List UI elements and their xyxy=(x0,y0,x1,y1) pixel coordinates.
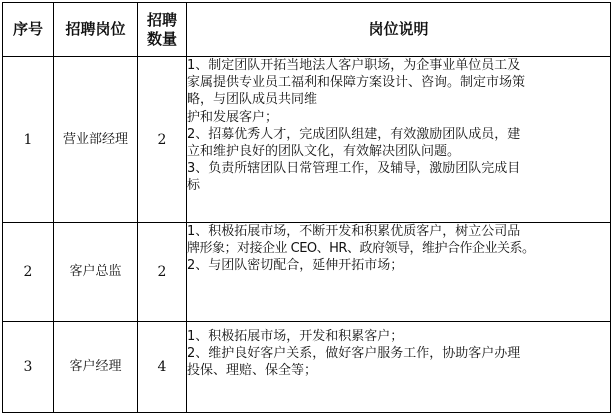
description-line: 2、与团队密切配合，延伸开拓市场； xyxy=(187,258,404,274)
description-line: 立和维护良好的团队文化，有效解决团队问题。 xyxy=(187,144,461,160)
row-no: 3 xyxy=(3,322,54,413)
description-line: 1、制定团队开拓当地法人客户职场，为企事业单位员工及 xyxy=(187,58,521,73)
row-count: 4 xyxy=(138,322,187,413)
description-line: 1、积极拓展市场，不断开发和积累优质客户，树立公司品 xyxy=(187,224,521,239)
row-no: 2 xyxy=(3,223,54,322)
description-line: 2、招募优秀人才，完成团队组建，有效激励团队成员，建 xyxy=(187,126,521,142)
description-line: 标 xyxy=(187,178,201,194)
description-line: 牌形象；对接企业 CEO、HR、政府领导，维护合作企业关系。 xyxy=(187,241,535,257)
description-line: 投保、理赔、保全等； xyxy=(187,363,318,379)
description-line: 1、积极拓展市场，开发和积累客户； xyxy=(187,329,404,344)
header-count: 招聘数量 xyxy=(138,3,187,57)
row-no: 1 xyxy=(3,57,54,223)
description-line: 2、维护良好客户关系，做好客户服务工作，协助客户办理 xyxy=(187,346,521,362)
row-description xyxy=(187,57,611,223)
description-line: 略，与团队成员共同维 xyxy=(187,92,318,108)
table-row xyxy=(3,57,611,223)
row-count: 2 xyxy=(138,57,187,223)
row-count: 2 xyxy=(138,223,187,322)
description-line: 家属提供专业员工福利和保障方案设计、咨询。制定市场策 xyxy=(187,75,526,91)
row-description xyxy=(187,223,611,322)
row-position: 营业部经理 xyxy=(54,57,138,223)
header-description: 岗位说明 xyxy=(187,3,611,57)
row-position: 客户经理 xyxy=(54,322,138,413)
table-row xyxy=(3,223,611,322)
description-line: 3、负责所辖团队日常管理工作，及辅导，激励团队完成目 xyxy=(187,161,521,177)
description-line: 护和发展客户； xyxy=(187,109,279,125)
recruitment-table xyxy=(2,2,611,413)
row-description xyxy=(187,322,611,413)
row-position: 客户总监 xyxy=(54,223,138,322)
header-no: 序号 xyxy=(3,3,54,57)
header-position: 招聘岗位 xyxy=(54,3,138,57)
table-row xyxy=(3,322,611,413)
table-header-row xyxy=(3,3,611,57)
